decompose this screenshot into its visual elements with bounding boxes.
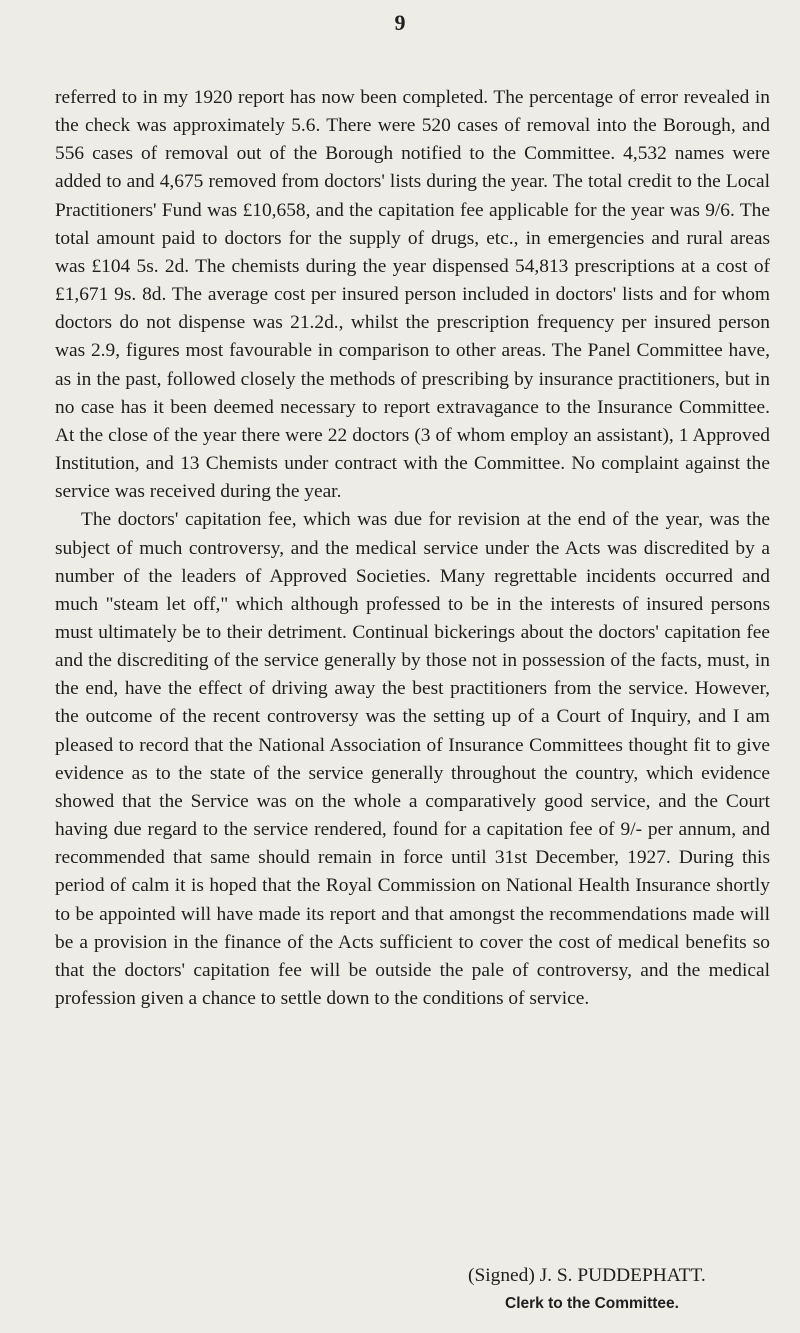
- paragraph-capitation-fee-controversy: The doctors' capitation fee, which was due for revision at the end of the year, was the subject of much controversy, and the medical service under the Acts was discredited by a number of the leaders of Approved Societies. Many regrettable incidents occurred and much "steam let off," which although professed to be in the interests of insured persons must ultimately be to their detriment. Continual bickerings about the doctors' capitation fee and the discrediting of the service generally by those not in possession of the facts, must, in the end, have the effect of driving away the best practitioners from the service. However, the outcome of the recent controversy was the setting up of a Court of Inquiry, and I am pleased to record that the National Association of Insurance Committees thought fit to give evidence as to the state of the service generally throughout the country, which evidence showed that the Service was on the whole a comparatively good service, and the Court having due regard to the service rendered, found for a capitation fee of 9/- per annum, and recommended that same should remain in force until 31st December, 1927. During this period of calm it is hoped that the Royal Commission on National Health Insurance shortly to be appointed will have made its report and that amongst the recommendations made will be a provision in the finance of the Acts sufficient to cover the cost of medical benefits so that the doctors' capitation fee will be outside the pale of controversy, and the medical profession given a chance to settle down to the conditions of service.: [55, 509, 770, 1009]
- signature-line: (Signed) J. S. PUDDEPHATT.: [468, 1265, 706, 1286]
- body-text: [55, 84, 770, 1013]
- paragraph-medical-benefit-statistics: referred to in my 1920 report has now been completed. The percentage of error revealed in the check was approximately 5.6. There were 520 cases of removal into the Borough, and 556 cases of removal out of the Borough notified to the Committee. 4,532 names were added to and 4,675 removed from doctors' lists during the year. The total credit to the Local Practitioners' Fund was £10,658, and the capitation fee applicable for the year was 9/6. The total amount paid to doctors for the supply of drugs, etc., in emergencies and rural areas was £104 5s. 2d. The chemists during the year dispensed 54,813 prescriptions at a cost of £1,671 9s. 8d. The average cost per insured person included in doctors' lists and for whom doctors do not dispense was 21.2d., whilst the prescription frequency per insured person was 2.9, figures most favourable in comparison to other areas. The Panel Committee have, as in the past, followed closely the methods of prescribing by insurance practitioners, but in no case has it been deemed necessary to report extravagance to the Insurance Committee. At the close of the year there were 22 doctors (3 of whom employ an assistant), 1 Approved Institution, and 13 Chemists under contract with the Committee. No complaint against the service was received during the year.: [55, 87, 770, 503]
- signatory-title: Clerk to the Committee.: [505, 1295, 679, 1312]
- page-number: 9: [394, 10, 406, 35]
